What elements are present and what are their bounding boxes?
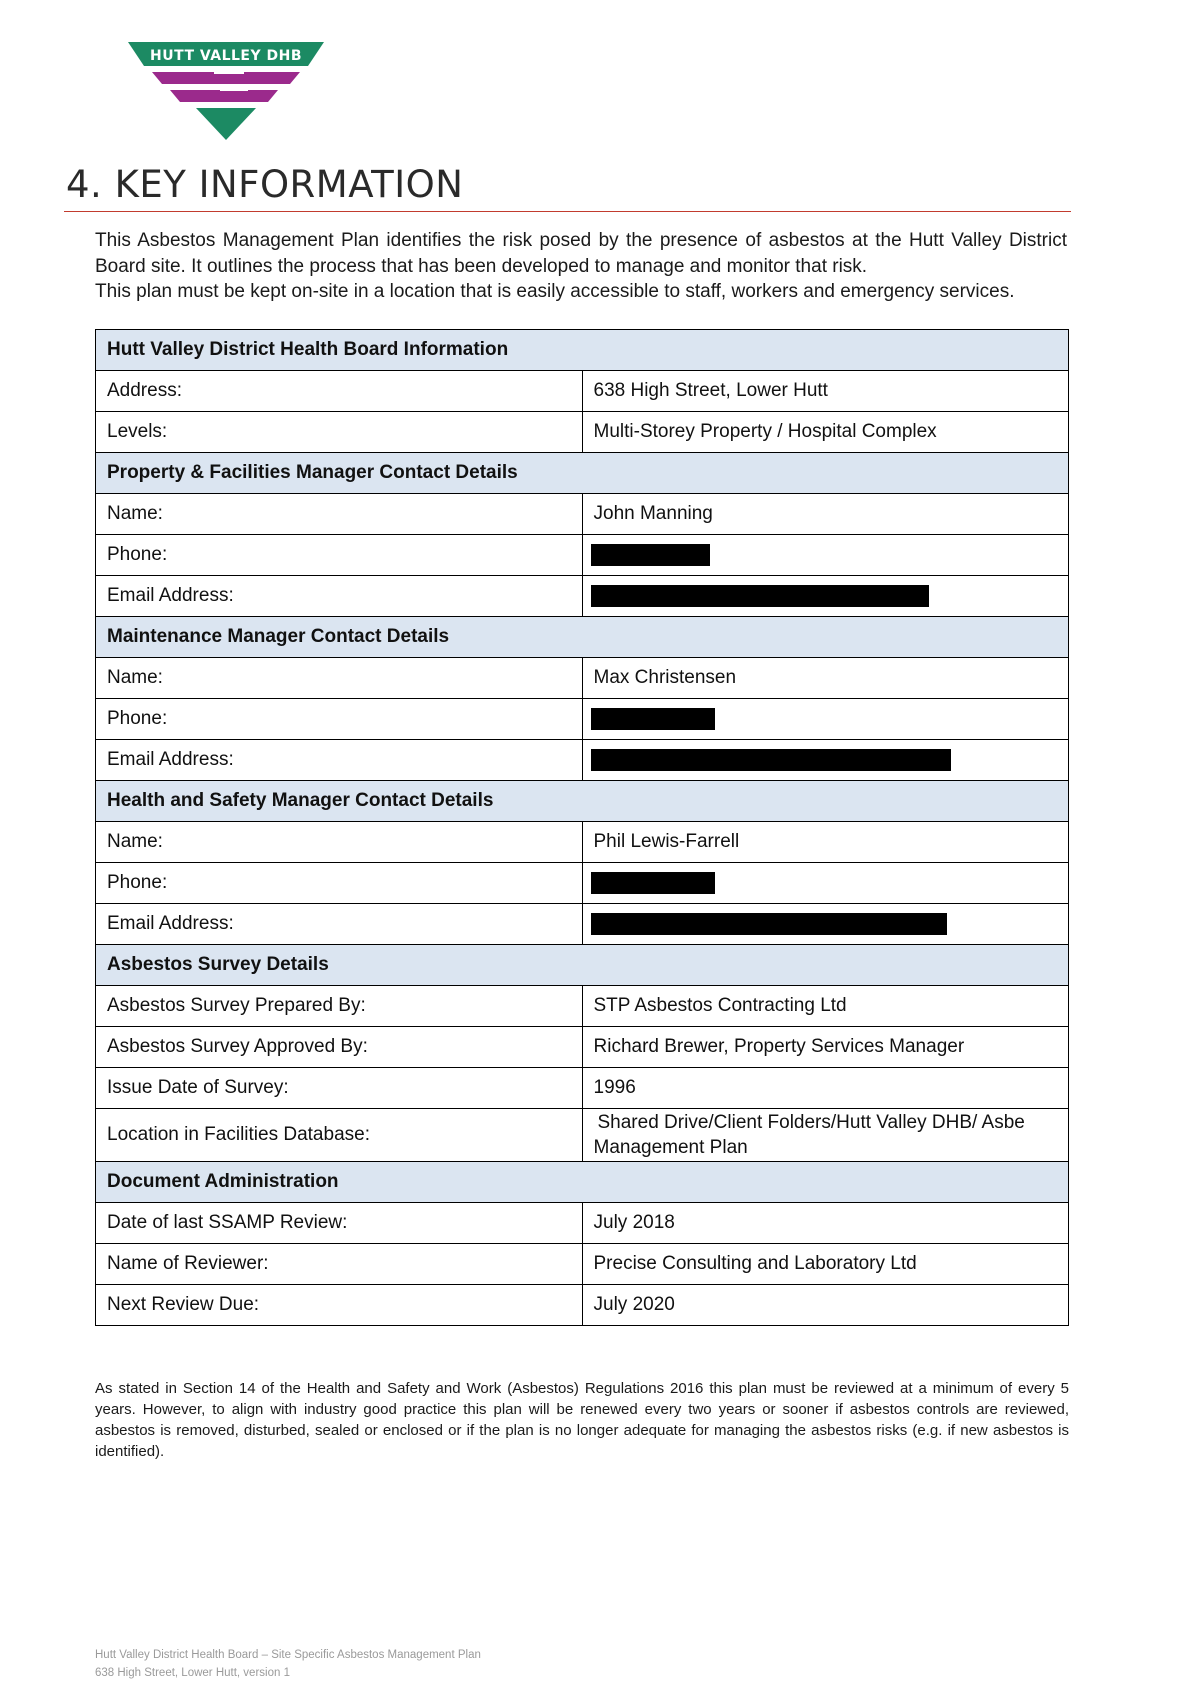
section-asbestos-survey <box>96 945 1069 986</box>
phone-value <box>582 535 1069 576</box>
levels-value: Multi-Storey Property / Hospital Complex <box>582 412 1069 453</box>
last-review-value: July 2018 <box>582 1203 1069 1244</box>
table-row <box>96 740 1069 781</box>
phone-label: Phone: <box>96 863 583 904</box>
table-row <box>96 863 1069 904</box>
phone-label: Phone: <box>96 699 583 740</box>
redaction-block <box>591 544 710 566</box>
prepared-by-label: Asbestos Survey Prepared By: <box>96 986 583 1027</box>
levels-label: Levels: <box>96 412 583 453</box>
redaction-block <box>591 749 951 771</box>
section-title: Property & Facilities Manager Contact Details <box>96 453 1069 494</box>
phone-label: Phone: <box>96 535 583 576</box>
name-label: Name: <box>96 494 583 535</box>
table-row <box>96 1244 1069 1285</box>
approved-by-value: Richard Brewer, Property Services Manager <box>582 1027 1069 1068</box>
name-label: Name: <box>96 658 583 699</box>
review-note: As stated in Section 14 of the Health and Safety and Work (Asbestos) Regulations 2016 this plan must be reviewed at a minimum of every 5 years. However, to align with industry good practice this plan will be renewed every two years or sooner if asbestos controls are reviewed, asbestos is removed, disturbed, sealed or enclosed or if the plan is no longer adequate for managing the asbestos risks (e.g. if new asbestos is identified). <box>95 1380 1069 1460</box>
table-row <box>96 986 1069 1027</box>
email-value <box>582 576 1069 617</box>
reviewer-label: Name of Reviewer: <box>96 1244 583 1285</box>
location-value <box>582 1109 1069 1162</box>
section-maintenance-manager <box>96 617 1069 658</box>
heading-divider <box>64 211 1071 212</box>
next-review-value: July 2020 <box>582 1285 1069 1326</box>
email-value <box>582 740 1069 781</box>
section-hvdhb-info <box>96 330 1069 371</box>
location-value-line-2: Management Plan <box>593 1137 748 1158</box>
name-value: Max Christensen <box>582 658 1069 699</box>
phone-value <box>582 699 1069 740</box>
name-value: Phil Lewis-Farrell <box>582 822 1069 863</box>
section-title: Asbestos Survey Details <box>96 945 1069 986</box>
table-row <box>96 494 1069 535</box>
address-label: Address: <box>96 371 583 412</box>
table-row <box>96 1027 1069 1068</box>
section-title: Health and Safety Manager Contact Details <box>96 781 1069 822</box>
next-review-label: Next Review Due: <box>96 1285 583 1326</box>
section-health-safety-manager <box>96 781 1069 822</box>
email-label: Email Address: <box>96 576 583 617</box>
table-row <box>96 699 1069 740</box>
table-row <box>96 412 1069 453</box>
email-value <box>582 904 1069 945</box>
approved-by-label: Asbestos Survey Approved By: <box>96 1027 583 1068</box>
footer-line-1: Hutt Valley District Health Board – Site Specific Asbestos Management Plan <box>95 1649 481 1661</box>
redaction-block <box>591 872 715 894</box>
table-row <box>96 371 1069 412</box>
location-label: Location in Facilities Database: <box>96 1109 583 1162</box>
intro-text <box>95 228 1067 305</box>
redaction-block <box>591 913 947 935</box>
redaction-block <box>591 708 715 730</box>
intro-paragraph-2: This plan must be kept on-site in a location that is easily accessible to staff, workers and emergency services. <box>95 281 1015 302</box>
table-row <box>96 658 1069 699</box>
table-row <box>96 904 1069 945</box>
table-row <box>96 1285 1069 1326</box>
redaction-block <box>591 585 929 607</box>
name-label: Name: <box>96 822 583 863</box>
page-footer <box>95 1646 481 1682</box>
prepared-by-value: STP Asbestos Contracting Ltd <box>582 986 1069 1027</box>
section-title: Maintenance Manager Contact Details <box>96 617 1069 658</box>
reviewer-value: Precise Consulting and Laboratory Ltd <box>582 1244 1069 1285</box>
email-label: Email Address: <box>96 740 583 781</box>
intro-paragraph-1: This Asbestos Management Plan identifies the risk posed by the presence of asbestos at the Hutt Valley District Board site. It outlines the process that has been developed to manage and monitor that risk. <box>95 230 1067 277</box>
table-row <box>96 822 1069 863</box>
issue-date-value: 1996 <box>582 1068 1069 1109</box>
table-row <box>96 1203 1069 1244</box>
logo-text: HUTT VALLEY DHB <box>149 48 303 64</box>
section-document-administration <box>96 1162 1069 1203</box>
section-title: Hutt Valley District Health Board Information <box>96 330 1069 371</box>
address-value: 638 High Street, Lower Hutt <box>582 371 1069 412</box>
footer-line-2: 638 High Street, Lower Hutt, version 1 <box>95 1667 290 1679</box>
table-row <box>96 1068 1069 1109</box>
location-value-line-1: Shared Drive/Client Folders/Hutt Valley DHB/ Asbe <box>597 1112 1025 1133</box>
last-review-label: Date of last SSAMP Review: <box>96 1203 583 1244</box>
hutt-valley-dhb-logo <box>128 42 324 142</box>
page-heading: 4. KEY INFORMATION <box>66 163 464 206</box>
table-row <box>96 576 1069 617</box>
phone-value <box>582 863 1069 904</box>
section-property-manager <box>96 453 1069 494</box>
name-value: John Manning <box>582 494 1069 535</box>
email-label: Email Address: <box>96 904 583 945</box>
section-title: Document Administration <box>96 1162 1069 1203</box>
key-information-table <box>95 329 1069 1326</box>
table-row <box>96 1109 1069 1162</box>
issue-date-label: Issue Date of Survey: <box>96 1068 583 1109</box>
table-row <box>96 535 1069 576</box>
